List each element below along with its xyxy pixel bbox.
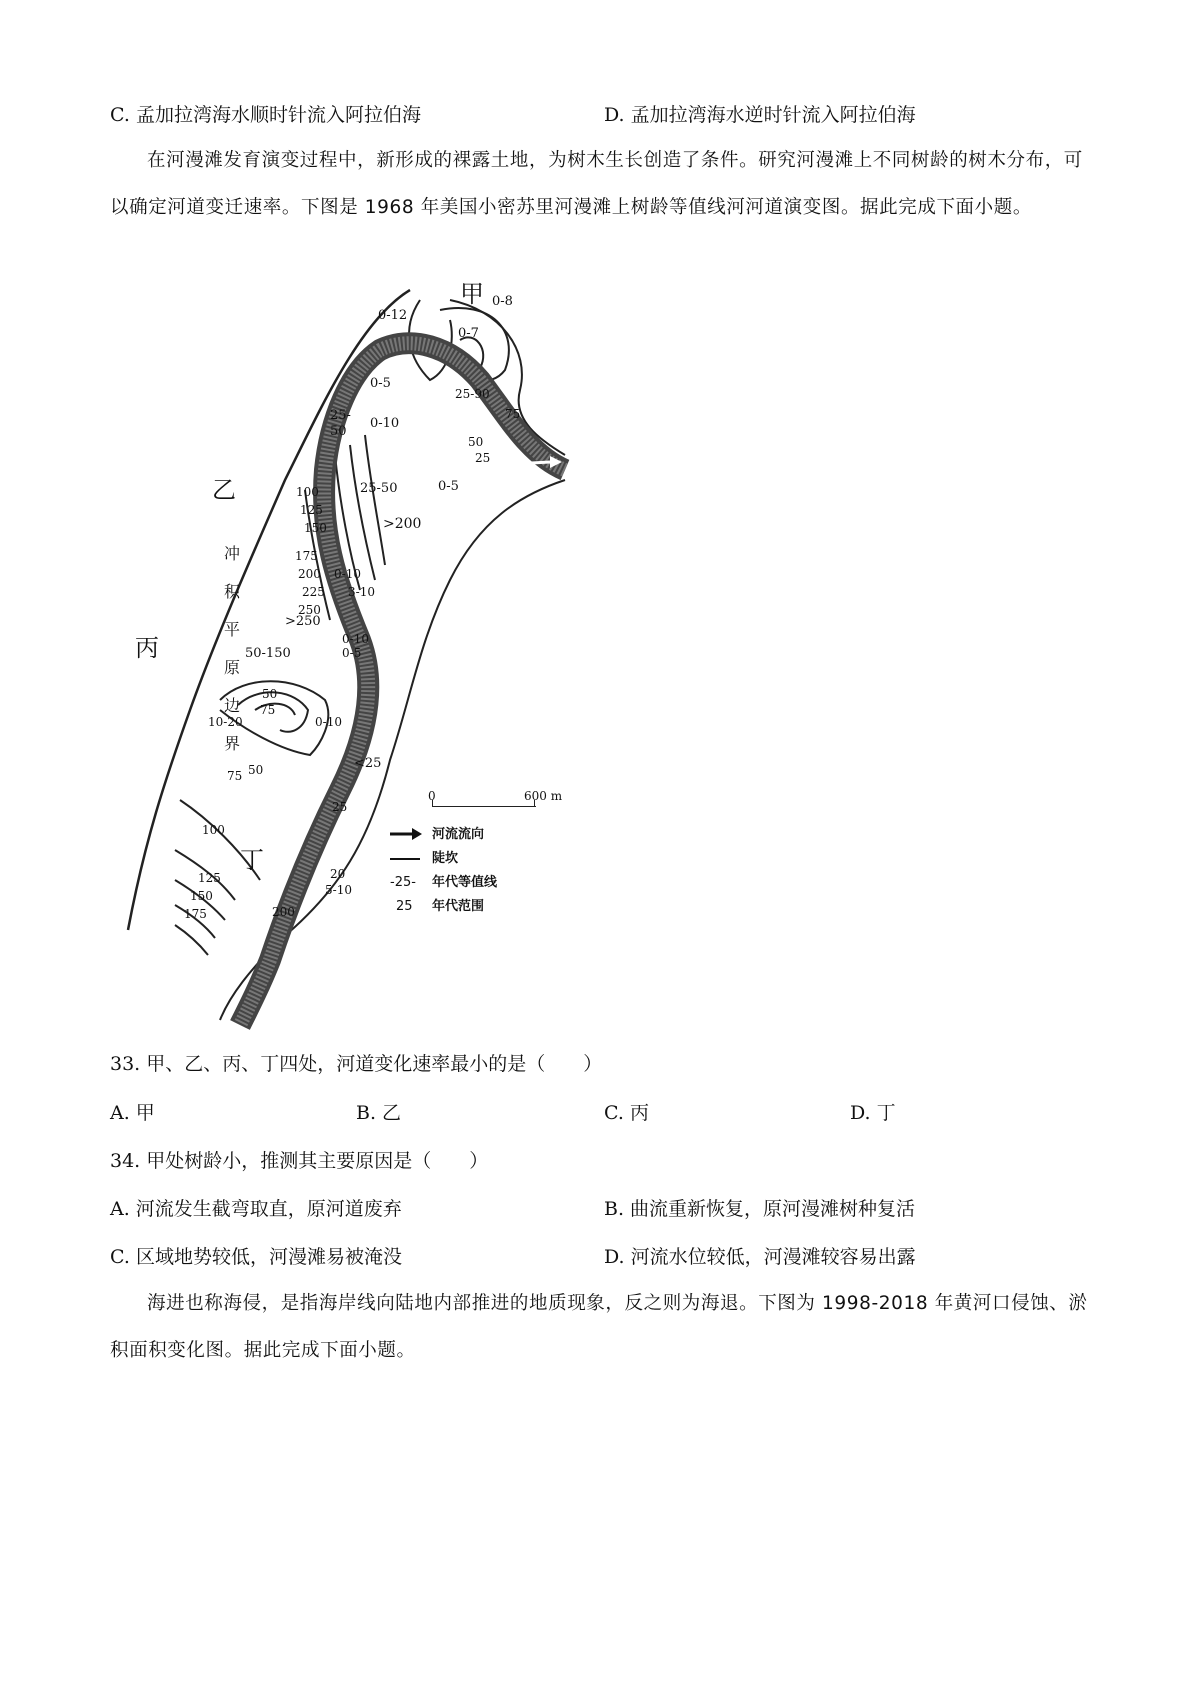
contour-label: 150 [304, 521, 327, 535]
contour-label: 50 [468, 435, 484, 449]
contour-label: 225 [302, 585, 325, 599]
q34-option-d[interactable]: D. 河流水位较低，河漫滩较容易出露 [604, 1246, 916, 1268]
q34-option-c[interactable]: C. 区域地势较低，河漫滩易被淹没 [110, 1246, 402, 1268]
contour-label: 150 [190, 889, 213, 903]
prev-option-d: D. 孟加拉湾海水逆时针流入阿拉伯海 [604, 104, 916, 126]
q33-option-a[interactable]: A. 甲 [110, 1102, 155, 1124]
label-ding: 丁 [240, 846, 264, 874]
boundary-char: 边 [224, 696, 241, 715]
boundary-char: 积 [224, 582, 241, 601]
contour-label: 25 [475, 451, 491, 465]
contour-label: 200 [272, 905, 295, 919]
contour-label: 50 [248, 763, 264, 777]
contour-label: 75 [505, 407, 521, 421]
contour-label: 20 [330, 867, 346, 881]
contour-label: 0-12 [378, 308, 408, 323]
q33-stem: 33. 甲、乙、丙、丁四处，河道变化速率最小的是（ ） [110, 1053, 603, 1075]
legend [388, 825, 548, 955]
boundary-char: 原 [224, 658, 241, 677]
contour-label: 0-10 [342, 632, 369, 646]
scale-bar [426, 789, 563, 820]
contour-label: 0-10 [315, 715, 342, 729]
legend-symbol: 25 [396, 899, 413, 914]
legend-label: 陡坎 [432, 851, 459, 866]
boundary-char: 界 [224, 734, 241, 753]
boundary-char: 平 [224, 620, 241, 639]
intro-paragraph-1: 在河漫滩发育演变过程中，新形成的裸露土地，为树木生长创造了条件。研究河漫滩上不同树龄的树木分布，可以确定河道变迁速率。下图是 1968 年美国小密苏里河漫滩上树龄等值线河河道演变图。据此完成下面小题。 [110, 150, 1083, 218]
contour-label: 175 [184, 907, 207, 921]
scale-line [432, 806, 536, 807]
q33-option-d[interactable]: D. 丁 [850, 1102, 896, 1124]
contour-label: 5-10 [325, 883, 352, 897]
contour-label: 50 [262, 687, 278, 701]
contour-label: 0-10 [370, 416, 400, 431]
label-yi: 乙 [212, 476, 236, 504]
contour-label: 75 [227, 769, 243, 783]
contour-label: 0-10 [334, 567, 361, 581]
legend-label: 年代范围 [432, 899, 485, 914]
contour-label: 75 [260, 703, 276, 717]
contour-label: 200 [298, 567, 321, 581]
contour-label: 100 [202, 823, 225, 837]
q33-option-b[interactable]: B. 乙 [356, 1102, 402, 1124]
contour-label: 0-7 [458, 326, 479, 341]
scale-end: 600 m [524, 789, 563, 803]
contour-label: 250 [298, 603, 321, 617]
contour-label: 125 [198, 871, 221, 885]
contour-label: 25-90 [455, 387, 490, 401]
contour-label: >250 [285, 614, 321, 629]
legend-symbol: -25- [390, 875, 416, 890]
label-bing: 丙 [135, 634, 159, 662]
legend-arrow-icon [388, 825, 424, 843]
legend-line-icon [390, 858, 420, 860]
contour-label: 10-20 [208, 715, 243, 729]
label-jia: 甲 [460, 280, 484, 308]
contour-label: 0-8 [492, 294, 513, 309]
prev-option-c: C. 孟加拉湾海水顺时针流入阿拉伯海 [110, 104, 421, 126]
contour-label: 25-50 [360, 481, 398, 496]
contour-label: 50-150 [245, 646, 291, 661]
q34-option-b[interactable]: B. 曲流重新恢复，原河漫滩树种复活 [604, 1198, 916, 1220]
intro-paragraph-2: 海进也称海侵，是指海岸线向陆地内部推进的地质现象，反之则为海退。下图为 1998-2018 年黄河口侵蚀、淤积面积变化图。据此完成下面小题。 [110, 1293, 1088, 1361]
legend-label: 年代等值线 [432, 875, 498, 890]
q34-option-a[interactable]: A. 河流发生截弯取直，原河道废弃 [110, 1198, 402, 1220]
contour-label: 0-5 [438, 479, 459, 494]
contour-label: 0-5 [370, 376, 391, 391]
contour-label: >200 [383, 516, 422, 532]
q33-option-c[interactable]: C. 丙 [604, 1102, 649, 1124]
contour-label: 3-10 [348, 585, 375, 599]
river-floodplain-figure [120, 280, 640, 1030]
contour-label: 100 [296, 485, 319, 499]
boundary-char: 冲 [224, 544, 241, 563]
contour-label: 50 [330, 424, 347, 439]
q34-stem: 34. 甲处树龄小，推测其主要原因是（ ） [110, 1150, 489, 1172]
scale-zero: 0 [428, 789, 436, 803]
contour-label: 0-5 [342, 646, 362, 660]
contour-label: 25- [330, 408, 351, 423]
contour-label: 25 [332, 800, 348, 814]
contour-label: 175 [295, 549, 318, 563]
legend-label: 河流流向 [432, 827, 485, 842]
contour-label: <25 [354, 756, 382, 771]
contour-label: 125 [300, 503, 323, 517]
